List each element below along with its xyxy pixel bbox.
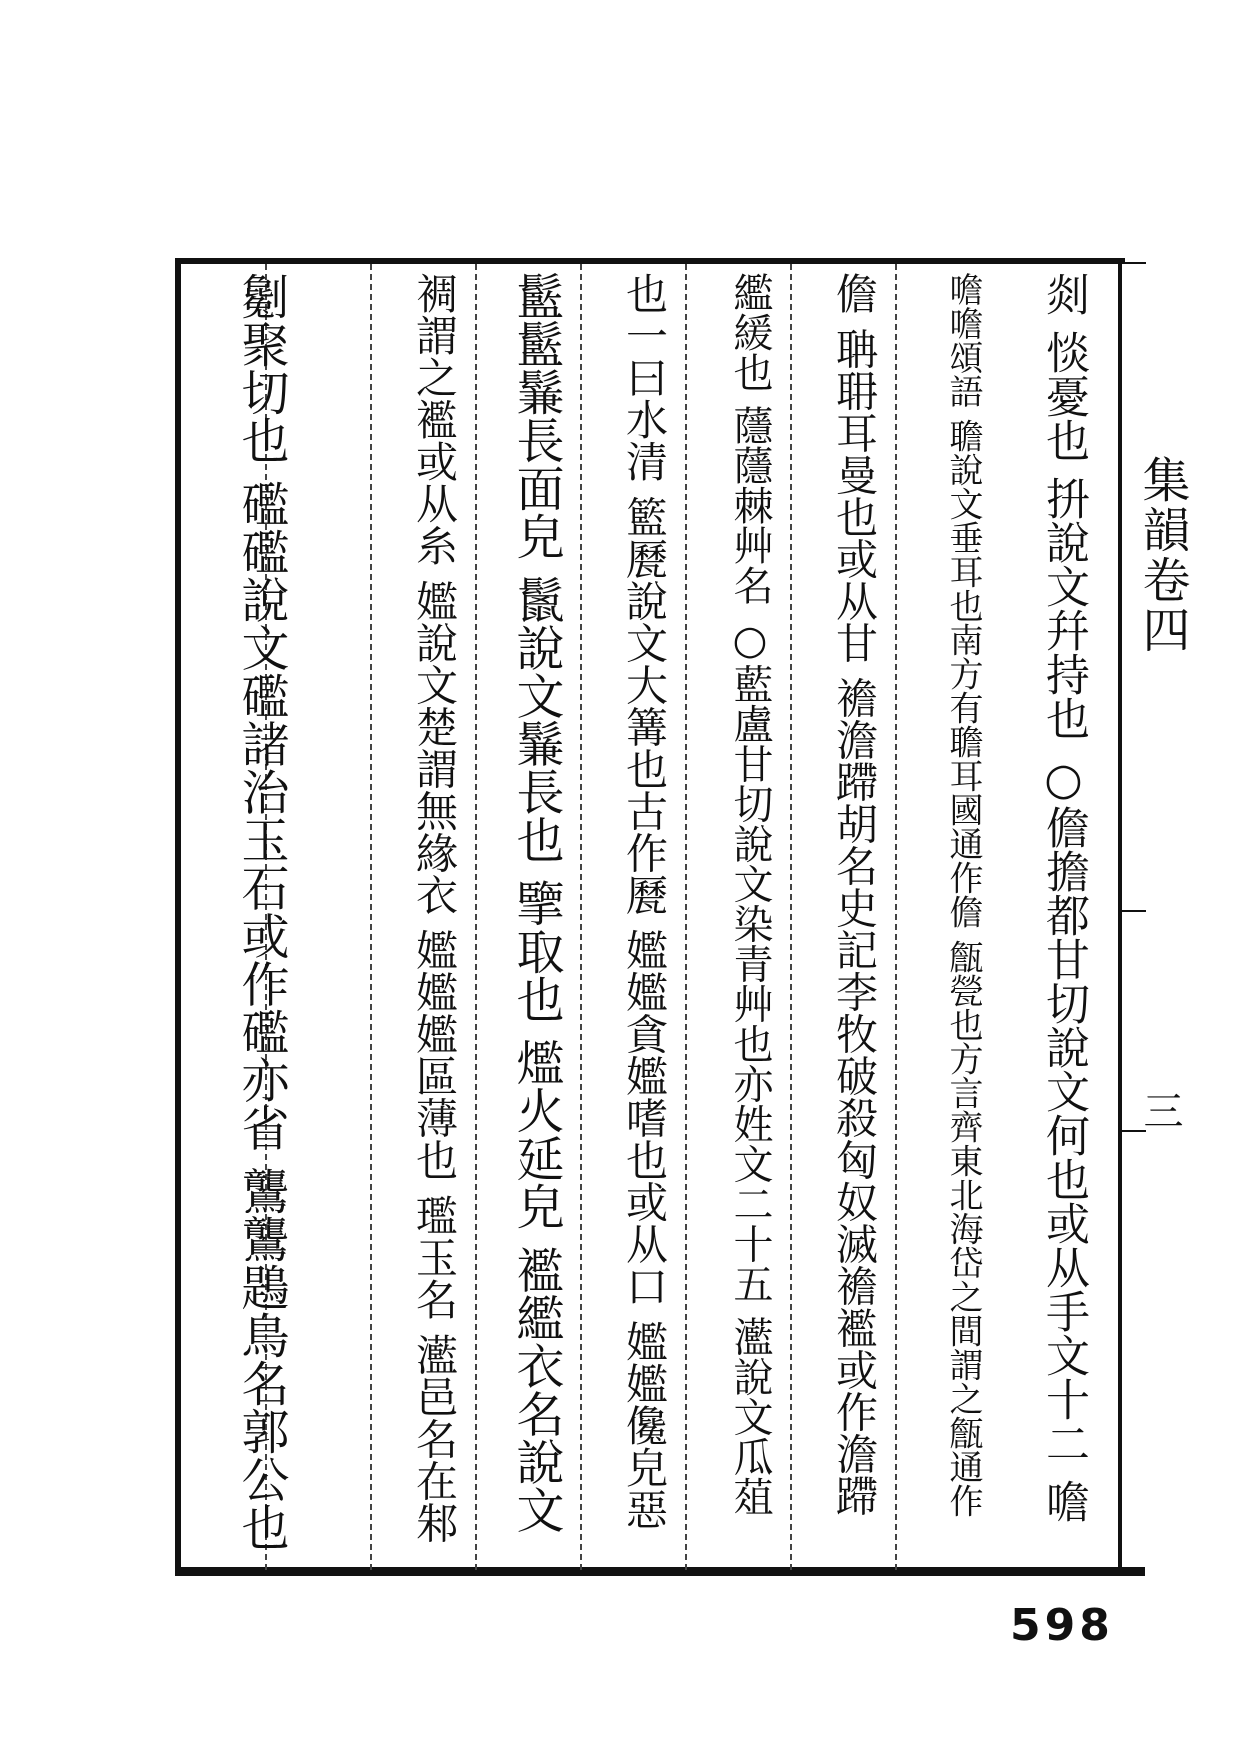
page-number: 598 (1010, 1600, 1114, 1651)
text-column (370, 272, 480, 1562)
column-text: 劖聚切也 礛礛說文礛諸治玉石或作礛亦省 鸗鸗鶗鳥名郭公也 (233, 272, 289, 1551)
column-text: 繿緩也 蘟蘟棘艸名 ○藍盧甘切說文染青艸也亦姓文二十五 灆說文瓜葅 (727, 272, 773, 1517)
margin-title: 集韻卷四 (1134, 455, 1190, 655)
text-column (790, 272, 900, 1562)
margin-sign: 三 (1137, 1090, 1183, 1130)
text-column (580, 272, 690, 1562)
margin-tick (1122, 910, 1146, 912)
column-text: 裯謂之襤或从糸 㜮說文楚謂無緣衣 㜮㜮㜮區薄也 璼玉名 灆邑名在邾 (410, 272, 459, 1544)
text-column (895, 272, 1005, 1562)
margin-rule (1118, 258, 1122, 1576)
text-column (475, 272, 585, 1562)
text-column (1000, 272, 1110, 1562)
margin-tick (1122, 1130, 1146, 1132)
column-text: 也一曰水清 籃㽁說文大篝也古作㽁 㜮㜮貪㜮嗜也或从口 㜮㜮儳皃惡 (620, 272, 669, 1531)
column-text: 噡噡頌語 聸說文垂耳也南方有聸耳國通作儋 甔甇也方言齊東北海岱之間謂之甔通作 (943, 272, 983, 1518)
margin-tick (1122, 262, 1146, 264)
text-column (200, 272, 310, 1562)
column-text: 䰐䰐鬑長面皃 鬛說文鬑長也 擥取也 爁火延皃 襤繿衣名說文 (508, 272, 564, 1534)
column-text: 剡 惔憂也 抍說文幷持也 ○儋擔都甘切說文何也或从手文十二 噡 (1038, 272, 1089, 1523)
column-text: 儋 聃耼耳曼也或从甘 襜澹蹛胡名史記李牧破殺匈奴滅襜襤或作澹蹛 (830, 272, 879, 1517)
text-column (685, 272, 795, 1562)
